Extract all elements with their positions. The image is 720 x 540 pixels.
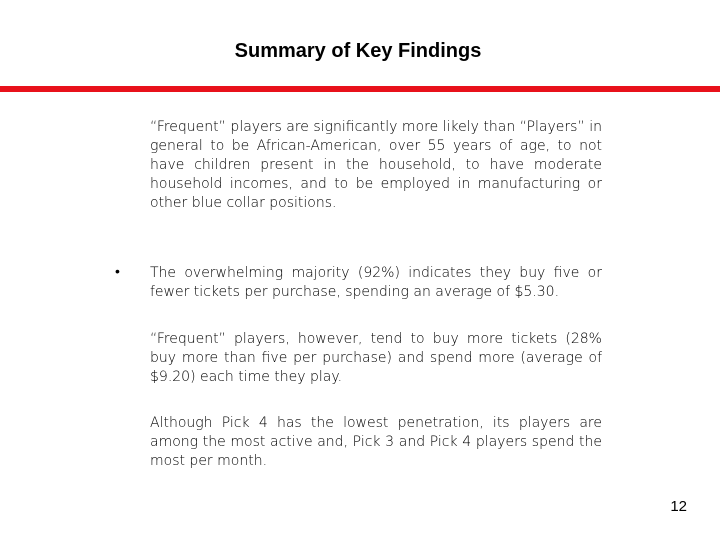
finding-paragraph-1: “Frequent” players are significantly more likely than “Players” in general to be African-American, over 55 years of age, to not have children present in the household, to have moderate household incomes, and to be employed in manufacturing or other blue collar positions. [150,119,602,211]
finding-paragraph-3: “Frequent” players, however, tend to buy more tickets (28% buy more than five per purchase) and spend more (average of $9.20) each time they play. [150,331,602,385]
bullet-marker: • [115,263,120,279]
slide-title: Summary of Key Findings [234,40,482,62]
page-number: 12 [670,498,687,515]
title-divider-rule [0,86,720,92]
finding-paragraph-2: The overwhelming majority (92%) indicates they buy five or fewer tickets per purchase, spending an average of $5.30. [150,265,602,300]
finding-paragraph-4: Although Pick 4 has the lowest penetration, its players are among the most active and, Pick 3 and Pick 4 players spend the most per month. [150,415,602,469]
